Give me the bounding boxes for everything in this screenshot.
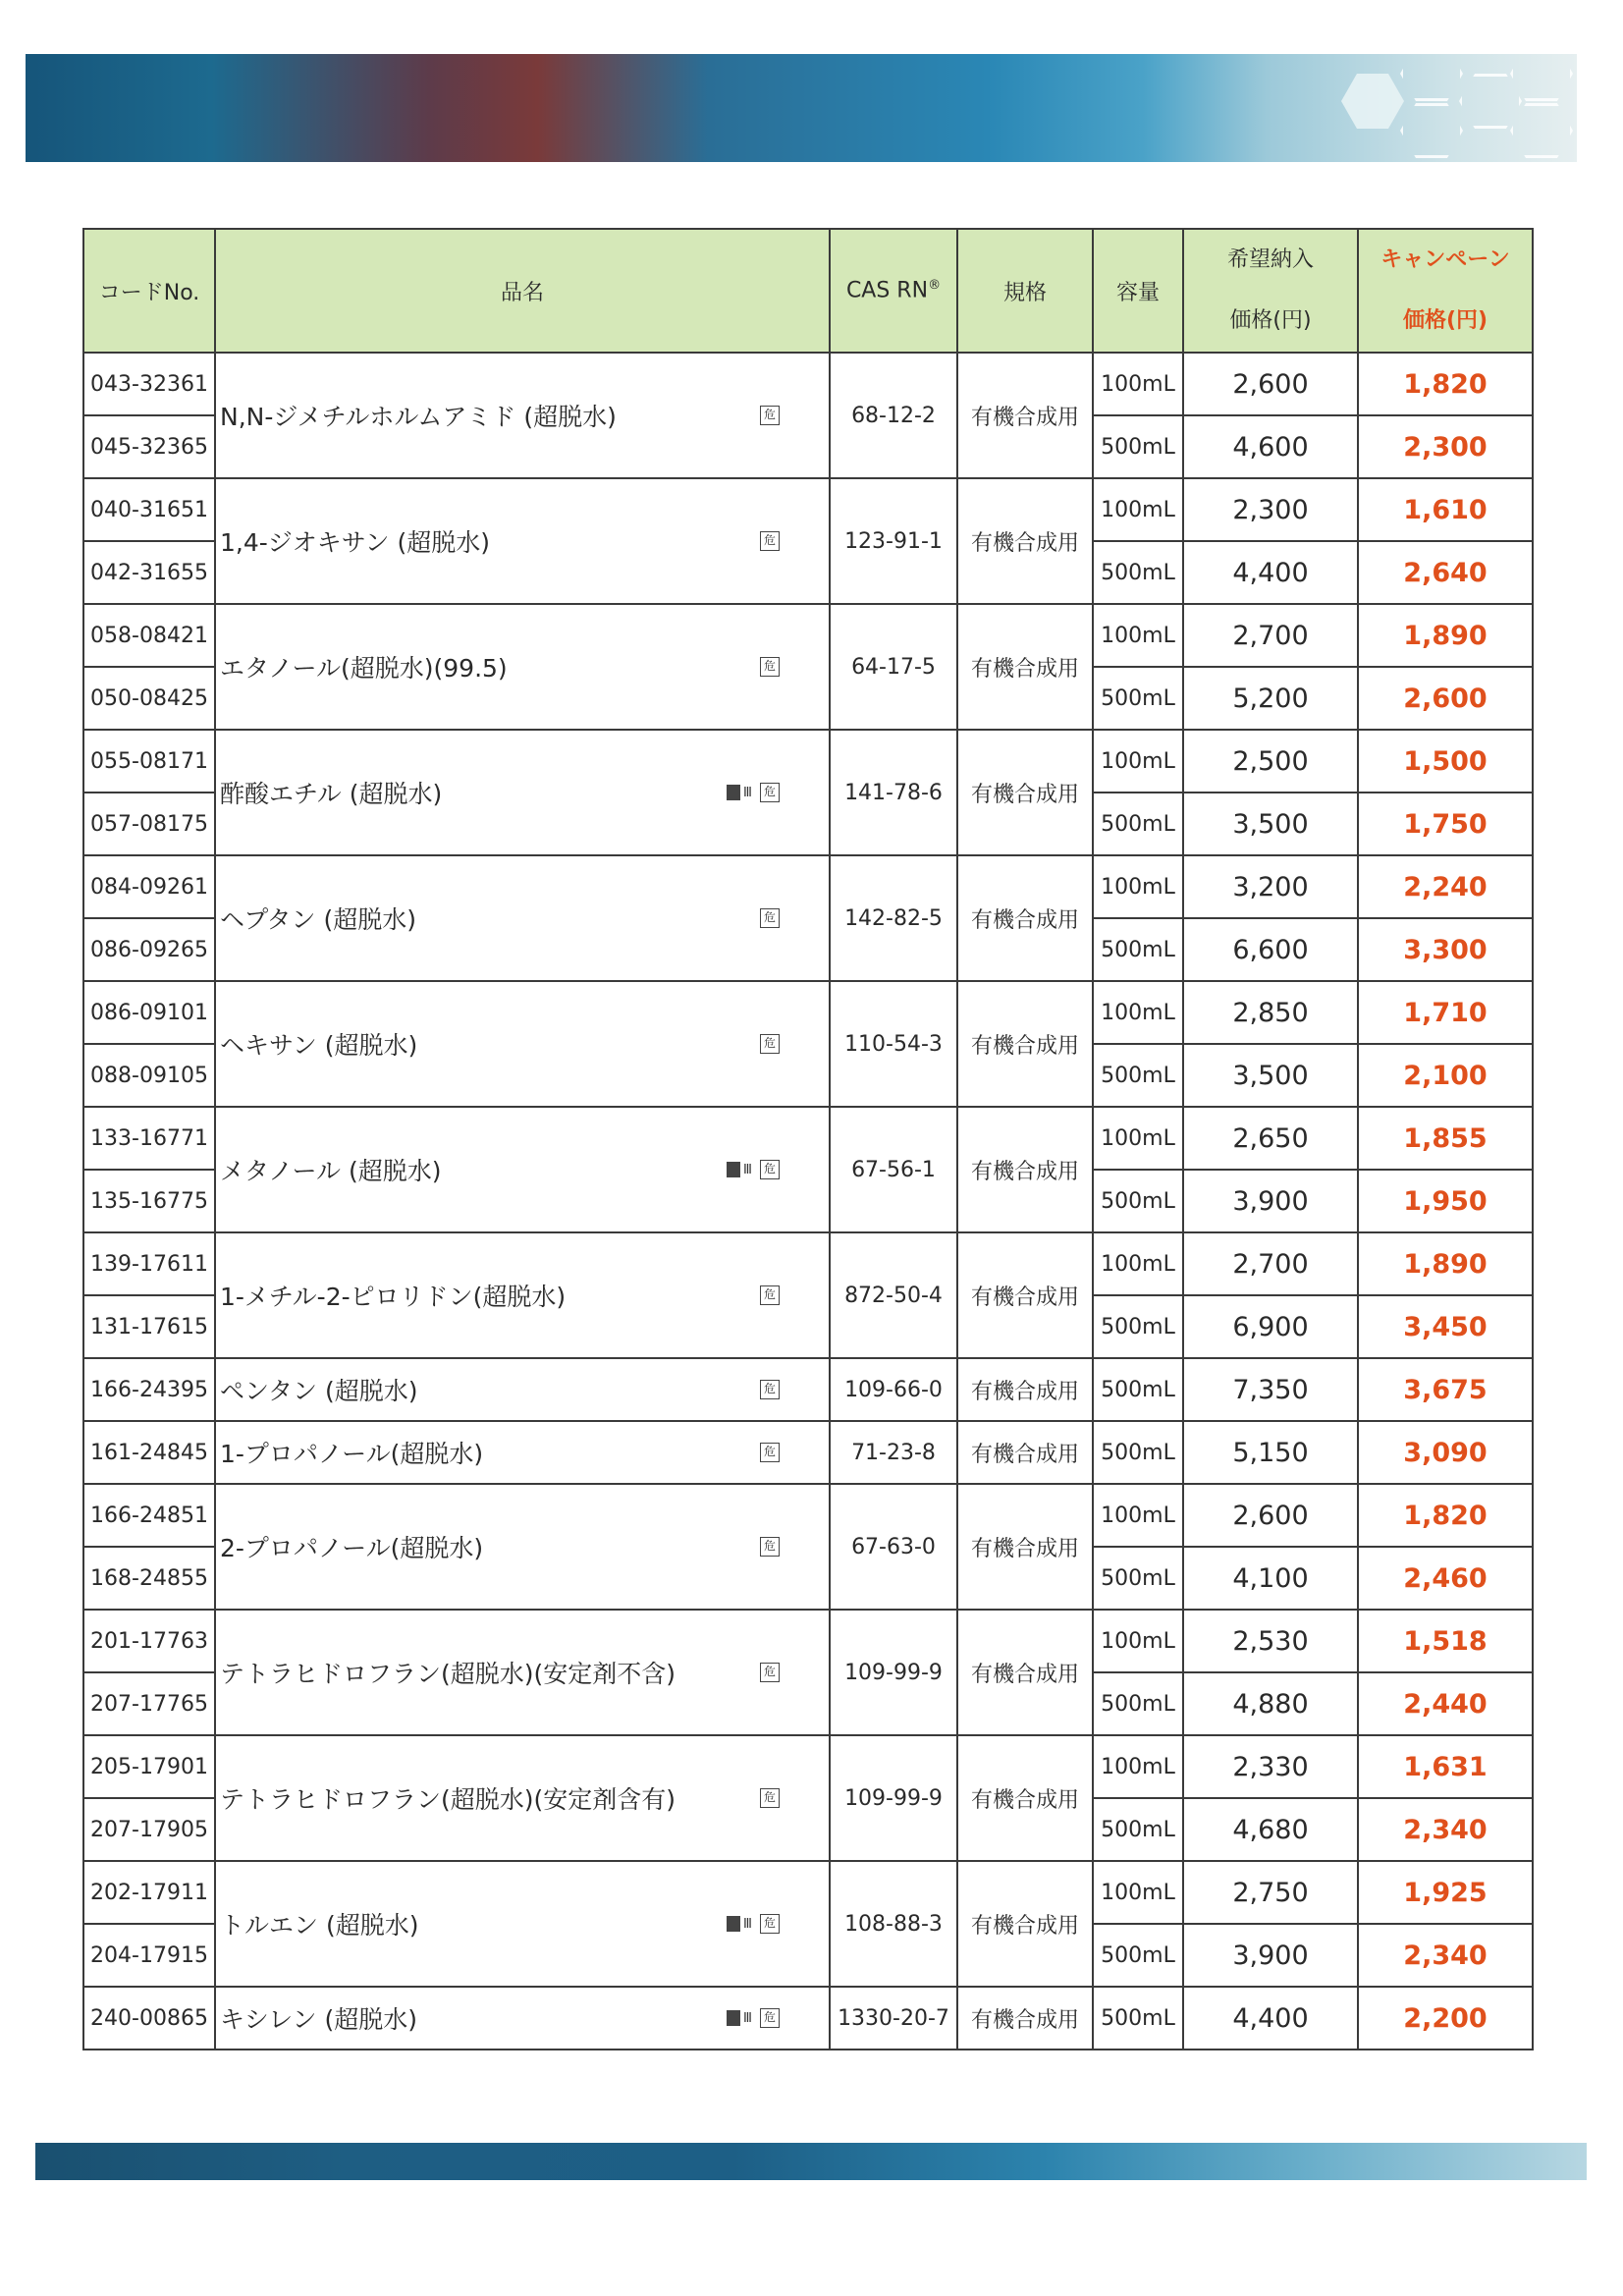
product-name-cell xyxy=(215,855,830,981)
grade-spec: 有機合成用 xyxy=(957,855,1093,981)
list-price: 4,100 xyxy=(1183,1547,1358,1610)
campaign-price: 2,440 xyxy=(1358,1672,1533,1735)
product-table-wrapper xyxy=(82,228,1534,2050)
list-price: 2,850 xyxy=(1183,981,1358,1044)
volume: 100mL xyxy=(1093,1861,1183,1924)
list-price: 2,300 xyxy=(1183,478,1358,541)
campaign-price: 1,610 xyxy=(1358,478,1533,541)
campaign-price: 3,090 xyxy=(1358,1421,1533,1484)
regulatory-marks xyxy=(727,783,780,802)
header-volume: 容量 xyxy=(1093,229,1183,353)
cas-number: 109-66-0 xyxy=(830,1358,957,1421)
hexagon-shape xyxy=(1510,103,1573,158)
law-class-icon xyxy=(727,783,752,802)
product-name: テトラヒドロフラン(超脱水)(安定剤含有) xyxy=(220,1785,676,1814)
header-name: 品名 xyxy=(215,229,830,353)
cas-number: 109-99-9 xyxy=(830,1610,957,1735)
product-code: 240-00865 xyxy=(83,1987,215,2050)
list-price: 2,530 xyxy=(1183,1610,1358,1672)
product-code: 201-17763 xyxy=(83,1610,215,1672)
product-name-cell xyxy=(215,730,830,855)
hexagon-shape xyxy=(1400,46,1463,101)
law-class-label: Ⅲ xyxy=(743,1916,752,1932)
law-class-icon xyxy=(727,1914,752,1934)
product-code: 205-17901 xyxy=(83,1735,215,1798)
product-name: 2-プロパノール(超脱水) xyxy=(220,1534,484,1562)
law-block-icon xyxy=(727,785,740,800)
product-code: 050-08425 xyxy=(83,667,215,730)
product-code: 045-32365 xyxy=(83,415,215,478)
volume: 500mL xyxy=(1093,1547,1183,1610)
grade-spec: 有機合成用 xyxy=(957,730,1093,855)
product-code: 202-17911 xyxy=(83,1861,215,1924)
volume: 100mL xyxy=(1093,730,1183,793)
regulatory-marks xyxy=(760,908,780,928)
cas-number: 872-50-4 xyxy=(830,1232,957,1358)
volume: 500mL xyxy=(1093,1044,1183,1107)
law-class-icon xyxy=(727,2008,752,2028)
table-row xyxy=(83,1421,1533,1484)
volume: 500mL xyxy=(1093,1295,1183,1358)
hazard-icon: 危 xyxy=(760,1034,780,1054)
list-price: 3,500 xyxy=(1183,1044,1358,1107)
regulatory-marks xyxy=(760,1285,780,1305)
table-row xyxy=(83,1484,1533,1547)
campaign-price: 1,890 xyxy=(1358,1232,1533,1295)
table-header-row xyxy=(83,229,1533,353)
campaign-price: 2,460 xyxy=(1358,1547,1533,1610)
volume: 500mL xyxy=(1093,1358,1183,1421)
list-price: 3,500 xyxy=(1183,793,1358,855)
list-price: 2,330 xyxy=(1183,1735,1358,1798)
product-code: 088-09105 xyxy=(83,1044,215,1107)
law-class-label: Ⅲ xyxy=(743,2010,752,2026)
product-name: ヘプタン (超脱水) xyxy=(220,905,416,934)
volume: 500mL xyxy=(1093,1987,1183,2050)
table-row xyxy=(83,855,1533,918)
hazard-icon: 危 xyxy=(760,1380,780,1399)
header-price-line1: 希望納入 xyxy=(1226,247,1314,272)
grade-spec: 有機合成用 xyxy=(957,1484,1093,1610)
product-code: 086-09265 xyxy=(83,918,215,981)
hazard-icon: 危 xyxy=(760,1160,780,1179)
hexagon-shape xyxy=(1400,103,1463,158)
hazard-icon: 危 xyxy=(760,1663,780,1682)
regulatory-marks xyxy=(727,2008,780,2028)
list-price: 2,500 xyxy=(1183,730,1358,793)
volume: 500mL xyxy=(1093,1798,1183,1861)
grade-spec: 有機合成用 xyxy=(957,1987,1093,2050)
grade-spec: 有機合成用 xyxy=(957,981,1093,1107)
list-price: 2,700 xyxy=(1183,604,1358,667)
product-name-cell xyxy=(215,1107,830,1232)
table-row xyxy=(83,1987,1533,2050)
product-name: 1-メチル-2-ピロリドン(超脱水) xyxy=(220,1283,567,1311)
list-price: 5,150 xyxy=(1183,1421,1358,1484)
campaign-price: 1,631 xyxy=(1358,1735,1533,1798)
product-name-cell xyxy=(215,1358,830,1421)
campaign-price: 2,300 xyxy=(1358,415,1533,478)
product-code: 207-17905 xyxy=(83,1798,215,1861)
regulatory-marks xyxy=(760,1380,780,1399)
product-name: トルエン (超脱水) xyxy=(220,1911,419,1940)
hexagon-shape xyxy=(1510,46,1573,101)
table-row xyxy=(83,1610,1533,1672)
regulatory-marks xyxy=(760,406,780,425)
campaign-price: 2,640 xyxy=(1358,541,1533,604)
volume: 100mL xyxy=(1093,1484,1183,1547)
cas-number: 1330-20-7 xyxy=(830,1987,957,2050)
product-code: 166-24851 xyxy=(83,1484,215,1547)
cas-number: 67-56-1 xyxy=(830,1107,957,1232)
product-code: 131-17615 xyxy=(83,1295,215,1358)
hexagon-decoration xyxy=(1282,54,1577,162)
table-row xyxy=(83,353,1533,415)
header-price xyxy=(1183,229,1358,353)
product-code: 161-24845 xyxy=(83,1421,215,1484)
grade-spec: 有機合成用 xyxy=(957,1232,1093,1358)
product-name-cell xyxy=(215,1610,830,1735)
campaign-price: 1,925 xyxy=(1358,1861,1533,1924)
hazard-icon: 危 xyxy=(760,406,780,425)
header-cas-label: CAS RN xyxy=(845,278,929,303)
grade-spec: 有機合成用 xyxy=(957,353,1093,478)
regulatory-marks xyxy=(760,531,780,551)
cas-number: 109-99-9 xyxy=(830,1735,957,1861)
volume: 100mL xyxy=(1093,604,1183,667)
hazard-icon: 危 xyxy=(760,1443,780,1462)
product-code: 084-09261 xyxy=(83,855,215,918)
product-code: 043-32361 xyxy=(83,353,215,415)
regulatory-marks xyxy=(760,1663,780,1682)
product-name: メタノール (超脱水) xyxy=(220,1157,442,1185)
header-cas xyxy=(830,229,957,353)
volume: 500mL xyxy=(1093,918,1183,981)
grade-spec: 有機合成用 xyxy=(957,1107,1093,1232)
cas-number: 108-88-3 xyxy=(830,1861,957,1987)
product-name: エタノール(超脱水)(99.5) xyxy=(220,654,508,683)
regulatory-marks xyxy=(727,1160,780,1179)
regulatory-marks xyxy=(760,1788,780,1808)
product-code: 135-16775 xyxy=(83,1170,215,1232)
table-row xyxy=(83,478,1533,541)
hazard-icon: 危 xyxy=(760,783,780,802)
grade-spec: 有機合成用 xyxy=(957,478,1093,604)
table-row xyxy=(83,1358,1533,1421)
product-name-cell xyxy=(215,353,830,478)
product-code: 207-17765 xyxy=(83,1672,215,1735)
volume: 500mL xyxy=(1093,415,1183,478)
product-name-cell xyxy=(215,1735,830,1861)
law-class-label: Ⅲ xyxy=(743,785,752,800)
product-name: テトラヒドロフラン(超脱水)(安定剤不含) xyxy=(220,1660,676,1688)
regulatory-marks xyxy=(760,1443,780,1462)
hazard-icon: 危 xyxy=(760,531,780,551)
volume: 100mL xyxy=(1093,353,1183,415)
volume: 500mL xyxy=(1093,667,1183,730)
campaign-price: 2,200 xyxy=(1358,1987,1533,2050)
campaign-price: 1,820 xyxy=(1358,1484,1533,1547)
list-price: 4,400 xyxy=(1183,541,1358,604)
product-name-cell xyxy=(215,1484,830,1610)
campaign-price: 1,500 xyxy=(1358,730,1533,793)
cas-number: 142-82-5 xyxy=(830,855,957,981)
campaign-price: 2,240 xyxy=(1358,855,1533,918)
volume: 500mL xyxy=(1093,1672,1183,1735)
campaign-price: 2,340 xyxy=(1358,1798,1533,1861)
law-block-icon xyxy=(727,1916,740,1932)
bottom-banner xyxy=(35,2143,1587,2180)
volume: 500mL xyxy=(1093,1924,1183,1987)
list-price: 2,600 xyxy=(1183,1484,1358,1547)
cas-number: 123-91-1 xyxy=(830,478,957,604)
hazard-icon: 危 xyxy=(760,1285,780,1305)
product-name-cell xyxy=(215,1421,830,1484)
hazard-icon: 危 xyxy=(760,1788,780,1808)
campaign-price: 1,820 xyxy=(1358,353,1533,415)
hazard-icon: 危 xyxy=(760,908,780,928)
product-name: 1-プロパノール(超脱水) xyxy=(220,1440,484,1468)
volume: 100mL xyxy=(1093,1610,1183,1672)
header-code: コードNo. xyxy=(83,229,215,353)
table-row xyxy=(83,1232,1533,1295)
volume: 500mL xyxy=(1093,541,1183,604)
campaign-price: 1,855 xyxy=(1358,1107,1533,1170)
product-code: 139-17611 xyxy=(83,1232,215,1295)
cas-number: 110-54-3 xyxy=(830,981,957,1107)
list-price: 4,880 xyxy=(1183,1672,1358,1735)
cas-number: 141-78-6 xyxy=(830,730,957,855)
product-name: キシレン (超脱水) xyxy=(220,2005,417,2034)
list-price: 3,900 xyxy=(1183,1170,1358,1232)
list-price: 2,750 xyxy=(1183,1861,1358,1924)
hexagon-shape xyxy=(1459,74,1522,129)
law-block-icon xyxy=(727,1162,740,1177)
list-price: 4,600 xyxy=(1183,415,1358,478)
grade-spec: 有機合成用 xyxy=(957,604,1093,730)
campaign-price: 2,600 xyxy=(1358,667,1533,730)
grade-spec: 有機合成用 xyxy=(957,1861,1093,1987)
law-class-icon xyxy=(727,1160,752,1179)
list-price: 4,400 xyxy=(1183,1987,1358,2050)
grade-spec: 有機合成用 xyxy=(957,1610,1093,1735)
campaign-price: 1,950 xyxy=(1358,1170,1533,1232)
hexagon-shape xyxy=(1341,74,1404,129)
volume: 500mL xyxy=(1093,1170,1183,1232)
list-price: 2,600 xyxy=(1183,353,1358,415)
product-code: 086-09101 xyxy=(83,981,215,1044)
campaign-price: 3,675 xyxy=(1358,1358,1533,1421)
grade-spec: 有機合成用 xyxy=(957,1421,1093,1484)
volume: 100mL xyxy=(1093,1735,1183,1798)
product-code: 133-16771 xyxy=(83,1107,215,1170)
volume: 100mL xyxy=(1093,981,1183,1044)
product-price-table xyxy=(82,228,1534,2050)
product-name: N,N-ジメチルホルムアミド (超脱水) xyxy=(220,403,617,431)
table-row xyxy=(83,981,1533,1044)
volume: 500mL xyxy=(1093,1421,1183,1484)
top-banner xyxy=(26,54,1577,162)
product-code: 040-31651 xyxy=(83,478,215,541)
table-row xyxy=(83,604,1533,667)
volume: 100mL xyxy=(1093,1232,1183,1295)
header-spec: 規格 xyxy=(957,229,1093,353)
product-name: 1,4-ジオキサン (超脱水) xyxy=(220,528,490,557)
header-campaign-line1: キャンペーン xyxy=(1380,247,1510,272)
volume: 100mL xyxy=(1093,855,1183,918)
list-price: 2,650 xyxy=(1183,1107,1358,1170)
cas-number: 67-63-0 xyxy=(830,1484,957,1610)
law-class-label: Ⅲ xyxy=(743,1162,752,1177)
header-campaign-price xyxy=(1358,229,1533,353)
table-row xyxy=(83,1861,1533,1924)
regulatory-marks xyxy=(760,657,780,677)
product-code: 055-08171 xyxy=(83,730,215,793)
list-price: 6,600 xyxy=(1183,918,1358,981)
campaign-price: 1,750 xyxy=(1358,793,1533,855)
product-code: 042-31655 xyxy=(83,541,215,604)
table-body xyxy=(83,353,1533,2050)
list-price: 3,900 xyxy=(1183,1924,1358,1987)
product-name-cell xyxy=(215,604,830,730)
volume: 100mL xyxy=(1093,478,1183,541)
header-campaign-line2: 価格(円) xyxy=(1402,308,1488,333)
volume: 100mL xyxy=(1093,1107,1183,1170)
product-name-cell xyxy=(215,1861,830,1987)
product-code: 168-24855 xyxy=(83,1547,215,1610)
list-price: 7,350 xyxy=(1183,1358,1358,1421)
list-price: 2,700 xyxy=(1183,1232,1358,1295)
cas-number: 64-17-5 xyxy=(830,604,957,730)
cas-number: 71-23-8 xyxy=(830,1421,957,1484)
campaign-price: 2,340 xyxy=(1358,1924,1533,1987)
hazard-icon: 危 xyxy=(760,1914,780,1934)
campaign-price: 2,100 xyxy=(1358,1044,1533,1107)
list-price: 4,680 xyxy=(1183,1798,1358,1861)
product-name-cell xyxy=(215,1987,830,2050)
regulatory-marks xyxy=(760,1537,780,1557)
grade-spec: 有機合成用 xyxy=(957,1735,1093,1861)
list-price: 5,200 xyxy=(1183,667,1358,730)
regulatory-marks xyxy=(727,1914,780,1934)
product-name-cell xyxy=(215,478,830,604)
table-row xyxy=(83,1735,1533,1798)
list-price: 3,200 xyxy=(1183,855,1358,918)
product-code: 166-24395 xyxy=(83,1358,215,1421)
list-price: 6,900 xyxy=(1183,1295,1358,1358)
law-block-icon xyxy=(727,2010,740,2026)
product-name-cell xyxy=(215,1232,830,1358)
table-row xyxy=(83,730,1533,793)
grade-spec: 有機合成用 xyxy=(957,1358,1093,1421)
campaign-price: 3,450 xyxy=(1358,1295,1533,1358)
product-name: ヘキサン (超脱水) xyxy=(220,1031,418,1060)
table-row xyxy=(83,1107,1533,1170)
campaign-price: 1,710 xyxy=(1358,981,1533,1044)
hazard-icon: 危 xyxy=(760,657,780,677)
campaign-price: 1,518 xyxy=(1358,1610,1533,1672)
product-code: 058-08421 xyxy=(83,604,215,667)
campaign-price: 3,300 xyxy=(1358,918,1533,981)
product-name: ペンタン (超脱水) xyxy=(220,1377,418,1405)
header-price-line2: 価格(円) xyxy=(1229,308,1312,333)
regulatory-marks xyxy=(760,1034,780,1054)
campaign-price: 1,890 xyxy=(1358,604,1533,667)
product-code: 204-17915 xyxy=(83,1924,215,1987)
header-cas-registered: ® xyxy=(928,278,942,294)
product-name-cell xyxy=(215,981,830,1107)
hazard-icon: 危 xyxy=(760,2008,780,2028)
cas-number: 68-12-2 xyxy=(830,353,957,478)
product-name: 酢酸エチル (超脱水) xyxy=(220,780,443,808)
hazard-icon: 危 xyxy=(760,1537,780,1557)
volume: 500mL xyxy=(1093,793,1183,855)
product-code: 057-08175 xyxy=(83,793,215,855)
